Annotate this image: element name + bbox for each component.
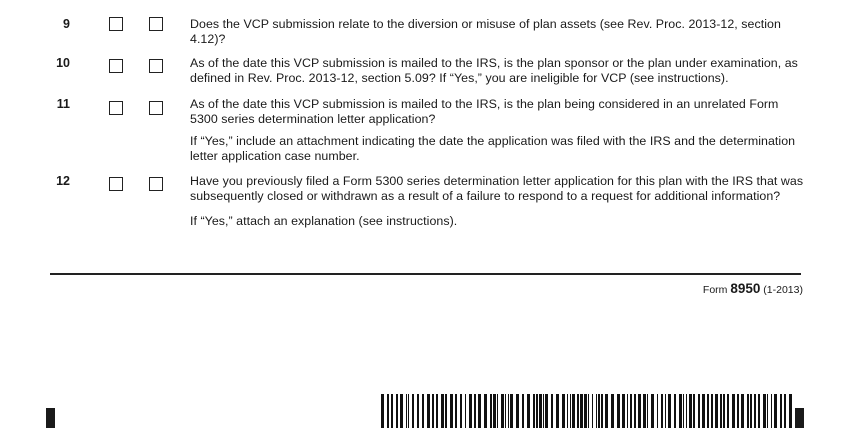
no-checkbox[interactable] [149, 59, 163, 73]
barcode [381, 394, 795, 428]
question-instruction: If “Yes,” attach an explanation (see instructions). [190, 213, 458, 228]
yes-checkbox[interactable] [109, 101, 123, 115]
cut-off-text-line [190, 0, 790, 2]
form-label: Form [702, 284, 728, 296]
question-paragraph: As of the date this VCP submission is mailed to the IRS, is the plan sponsor or the plan under examination, as defined in Rev. Proc. 2013-12, section 5.09? If “Yes,” you are ineligible for VCP (see instructions). [190, 56, 798, 86]
form-identifier [703, 281, 803, 296]
question-instruction: If “Yes,” include an attachment indicating the date the application was filed with the IRS and the determination letter application case number. [190, 133, 796, 163]
form-revision: (1-2013) [763, 284, 803, 296]
question-text [190, 97, 805, 164]
no-checkbox[interactable] [149, 17, 163, 31]
question-text [190, 56, 805, 87]
question-number: 12 [56, 174, 70, 188]
registration-mark-right [795, 408, 804, 428]
question-text [190, 174, 805, 229]
registration-mark-left [46, 408, 55, 428]
question-paragraph: As of the date this VCP submission is mailed to the IRS, is the plan being considered in an unrelated Form 5300 series determination letter application? [190, 97, 779, 127]
question-number: 9 [63, 17, 70, 31]
no-checkbox[interactable] [149, 177, 163, 191]
question-number: 10 [56, 56, 70, 70]
question-text [190, 17, 805, 48]
yes-checkbox[interactable] [109, 177, 123, 191]
footer-rule [50, 273, 801, 275]
question-number: 11 [56, 97, 70, 111]
yes-checkbox[interactable] [109, 59, 123, 73]
yes-checkbox[interactable] [109, 17, 123, 31]
no-checkbox[interactable] [149, 101, 163, 115]
form-number: 8950 [730, 281, 761, 296]
question-paragraph: Have you previously filed a Form 5300 series determination letter application for this plan with the IRS that was subsequently closed or withdrawn as a result of a failure to respond to a request for additional information? [190, 174, 804, 204]
question-paragraph: Does the VCP submission relate to the diversion or misuse of plan assets (see Rev. Proc. 2013-12, section 4.12)? [190, 17, 781, 47]
